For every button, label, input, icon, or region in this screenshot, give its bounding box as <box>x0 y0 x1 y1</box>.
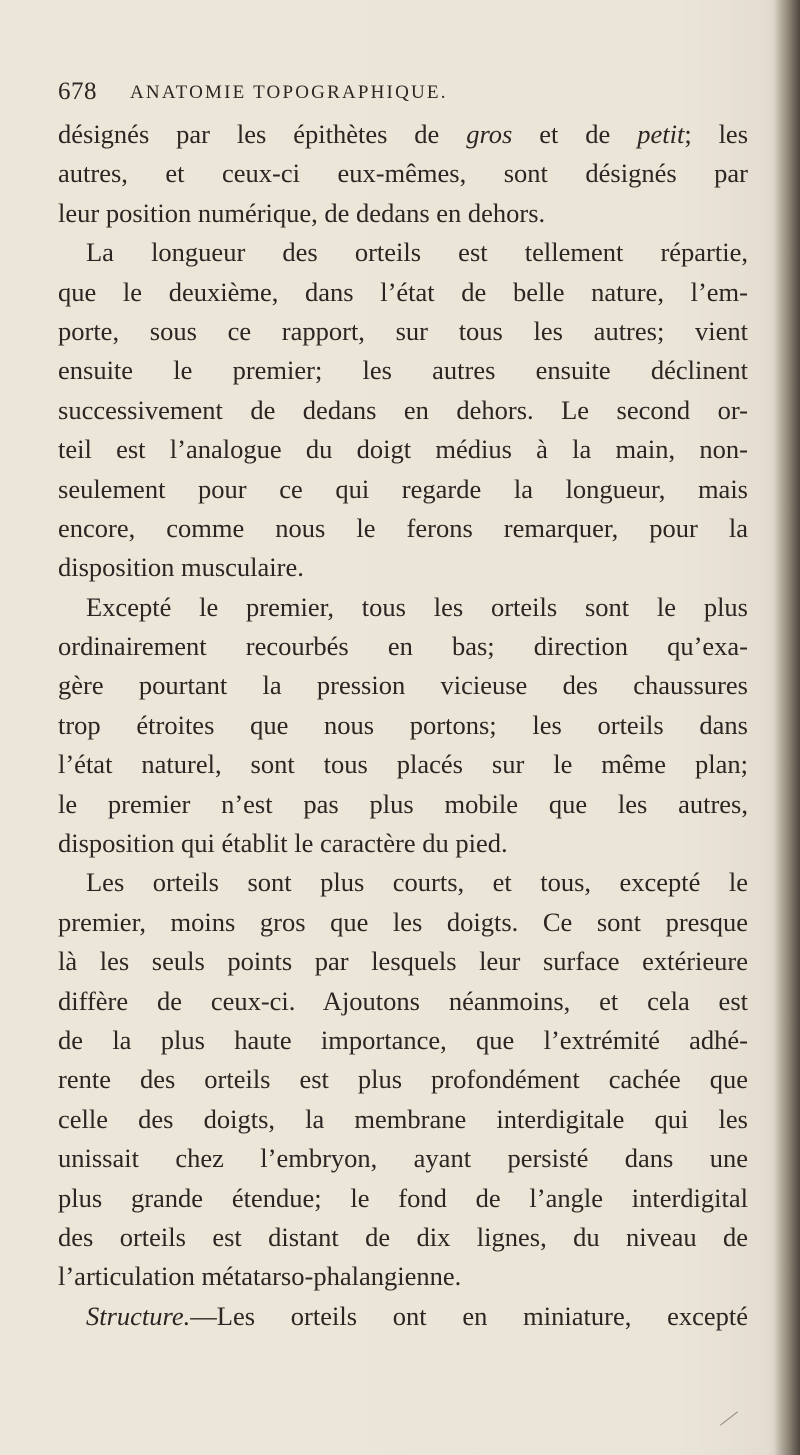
text-line: l’articulation métatarso-phalangienne. <box>58 1261 462 1292</box>
page-header <box>58 78 758 118</box>
text-line: Excepté le premier, tous les orteils sont le plus <box>86 591 748 622</box>
text-line: Les orteils sont plus courts, et tous, excepté le <box>86 867 748 898</box>
text-line: porte, sous ce rapport, sur tous les autres; vient <box>58 315 748 346</box>
running-head: ANATOMIE TOPOGRAPHIQUE. <box>130 82 448 103</box>
text-line: seulement pour ce qui regarde la longueur, mais <box>58 473 748 504</box>
text-line: plus grande étendue; le fond de l’angle interdigital <box>58 1182 748 1213</box>
text-line: Structure.—Les orteils ont en miniature, excepté <box>86 1300 748 1331</box>
text-line: gère pourtant la pression vicieuse des chaussures <box>58 670 748 701</box>
text-line: là les seuls points par lesquels leur surface extérieure <box>58 946 748 977</box>
page-binding-edge <box>774 0 800 1455</box>
text-line: le premier n’est pas plus mobile que les autres, <box>58 788 748 819</box>
text-line: ensuite le premier; les autres ensuite déclinent <box>58 355 748 386</box>
text-line: de la plus haute importance, que l’extrémité adhé- <box>58 1024 748 1055</box>
stray-pencil-mark <box>720 1411 738 1425</box>
text-line: ordinairement recourbés en bas; direction qu’exa- <box>58 631 748 662</box>
text-line: diffère de ceux-ci. Ajoutons néanmoins, et cela est <box>58 985 748 1016</box>
text-line: encore, comme nous le ferons remarquer, pour la <box>58 512 748 543</box>
text-line: l’état naturel, sont tous placés sur le même plan; <box>58 749 748 780</box>
body-text <box>58 115 748 1336</box>
text-line: des orteils est distant de dix lignes, du niveau de <box>58 1221 748 1252</box>
text-line: unissait chez l’embryon, ayant persisté dans une <box>58 1143 748 1174</box>
text-line: rente des orteils est plus profondément cachée que <box>58 1064 748 1095</box>
text-line: teil est l’analogue du doigt médius à la main, non- <box>58 434 748 465</box>
text-line: autres, et ceux-ci eux-mêmes, sont désignés par <box>58 158 748 189</box>
text-line: premier, moins gros que les doigts. Ce sont presque <box>58 906 748 937</box>
text-line: que le deuxième, dans l’état de belle nature, l’em- <box>58 276 748 307</box>
text-line: disposition qui établit le caractère du pied. <box>58 828 508 859</box>
page-number: 678 <box>58 78 97 105</box>
text-line: La longueur des orteils est tellement répartie, <box>86 237 748 268</box>
text-line: celle des doigts, la membrane interdigitale qui les <box>58 1103 748 1134</box>
text-line: trop étroites que nous portons; les orteils dans <box>58 709 748 740</box>
text-line: successivement de dedans en dehors. Le second or- <box>58 394 748 425</box>
text-line: désignés par les épithètes de gros et de petit; les <box>58 119 749 149</box>
text-line: disposition musculaire. <box>58 552 304 583</box>
text-line: leur position numérique, de dedans en dehors. <box>58 197 546 228</box>
